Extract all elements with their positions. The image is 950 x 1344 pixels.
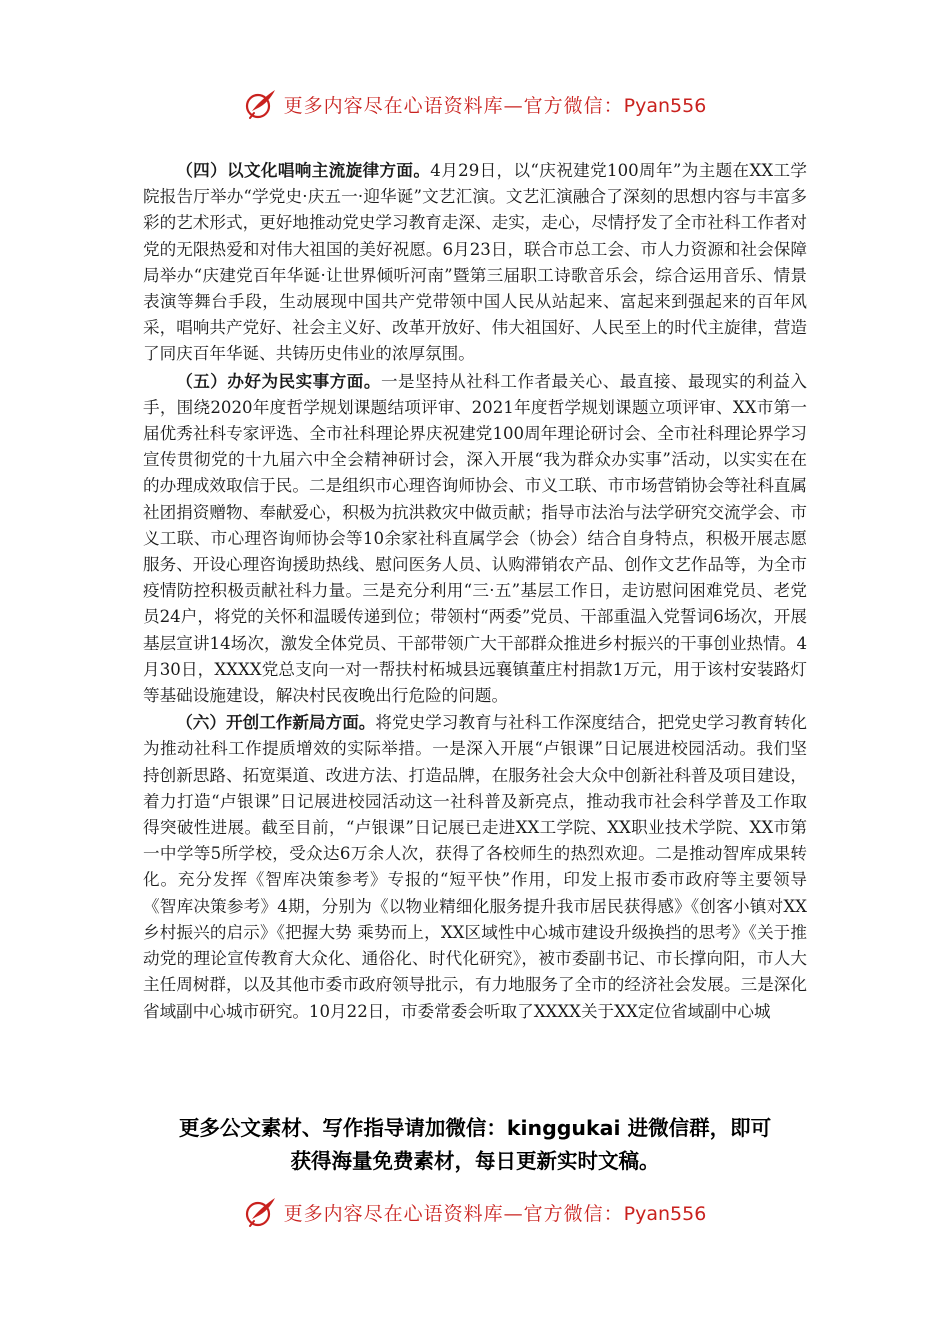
quill-logo-icon [244,87,278,121]
watermark-text: 更多内容尽在心语资料库—官方微信：Pyan556 [283,94,707,117]
header-watermark [0,82,950,126]
paragraph-new-situation [143,709,807,1024]
quill-logo-icon [244,1195,278,1229]
section-text: 一是坚持从社科工作者最关心、最直接、最现实的利益入手，围绕2020年度哲学规划课题结项评审、2021年度哲学规划课题立项评审、XX市第一届优秀社科专家评选、全市社科理论界庆祝建党100周年理论研讨会、全市社科理论界学习宣传贯彻党的十九届六中全会精神研讨会，深入开展“我为群众办实事”活动，以实实在在的办理成效取信于民。二是组织市心理咨询师协会、市义工联、市市场营销协会等社科直属社团捐资赠物、奉献爱心，积极为抗洪救灾中做贡献；指导市法治与法学研究交流学会、市义工联、市心理咨询师协会等10余家社科直属学会（协会）结合自身特点，积极开展志愿服务、开设心理咨询援助热线、慰问医务人员、认购滞销农产品、创作文艺作品等，为全市疫情防控积极贡献社科力量。三是充分利用“三·五”基层工作日，走访慰问困难党员、老党员24户，将党的关怀和温暖传递到位；带领村“两委”党员、干部重温入党誓词6场次，开展基层宣讲14场次，激发全体党员、干部带领广大干部群众推进乡村振兴的干事创业热情。4月30日，XXXX党总支向一对一帮扶村柘城县远襄镇董庄村捐款1万元，用于该村安装路灯等基础设施建设，解决村民夜晚出行危险的问题。 [143,371,807,706]
promo-line-2: 获得海量免费素材，每日更新实时文稿。 [290,1149,660,1173]
promo-line-1: 更多公文素材、写作指导请加微信：kinggukai 进微信群，即可 [178,1116,772,1140]
promo-banner [120,1112,830,1178]
footer-watermark [0,1190,950,1234]
watermark-text: 更多内容尽在心语资料库—官方微信：Pyan556 [283,1202,707,1225]
section-heading: （五）办好为民实事方面。 [176,370,381,391]
section-heading: （六）开创工作新局方面。 [176,712,376,733]
section-text: 将党史学习教育与社科工作深度结合，把党史学习教育转化为推动社科工作提质增效的实际举措。一是深入开展“卢银课”日记展进校园活动。我们坚持创新思路、拓宽渠道、改进方法、打造品牌，在服务社会大众中创新社科普及项目建设，着力打造“卢银课”日记展进校园活动这一社科普及新亮点，推动我市社会科学普及工作取得突破性进展。截至目前，“卢银课”日记展已走进XX工学院、XX职业技术学院、XX市第一中学等5所学校，受众达6万余人次，获得了各校师生的热烈欢迎。二是推动智库成果转化。充分发挥《智库决策参考》专报的“短平快”作用，印发上报市委市政府等主要领导《智库决策参考》4期，分别为《以物业精细化服务提升我市居民获得感》《创客小镇对XX乡村振兴的启示》《把握大势 乘势而上，XX区域性中心城市建设升级换挡的思考》《关于推动党的理论宣传教育大众化、通俗化、时代化研究》，被市委副书记、市长撑向阳，市人大主任周树群，以及其他市委市政府领导批示，有力地服务了全市的经济社会发展。三是深化省域副中心城市研究。10月22日，市委常委会听取了XXXX关于XX定位省域副中心城 [143,713,807,1021]
paragraph-culture [143,157,807,368]
paragraph-practical-matters [143,368,807,710]
section-heading: （四）以文化唱响主流旋律方面。 [176,160,431,180]
document-body [143,157,807,1109]
section-text: 4月29日，以“庆祝建党100周年”为主题在XX工学院报告厅举办“学党史·庆五一·迎华诞”文艺汇演。文艺汇演融合了深刻的思想内容与丰富多彩的艺术形式，更好地推动党史学习教育走深、走实，走心，尽情抒发了全市社科工作者对党的无限热爱和对伟大祖国的美好祝愿。6月23日，联合市总工会、市人力资源和社会保障局举办“庆建党百年华诞·让世界倾听河南”暨第三届职工诗歌音乐会，综合运用音乐、情景表演等舞台手段，生动展现中国共产党带领中国人民从站起来、富起来到强起来的百年风采，唱响共产党好、社会主义好、改革开放好、伟大祖国好、人民至上的时代主旋律，营造了同庆百年华诞、共铸历史伟业的浓厚氛围。 [143,161,807,364]
